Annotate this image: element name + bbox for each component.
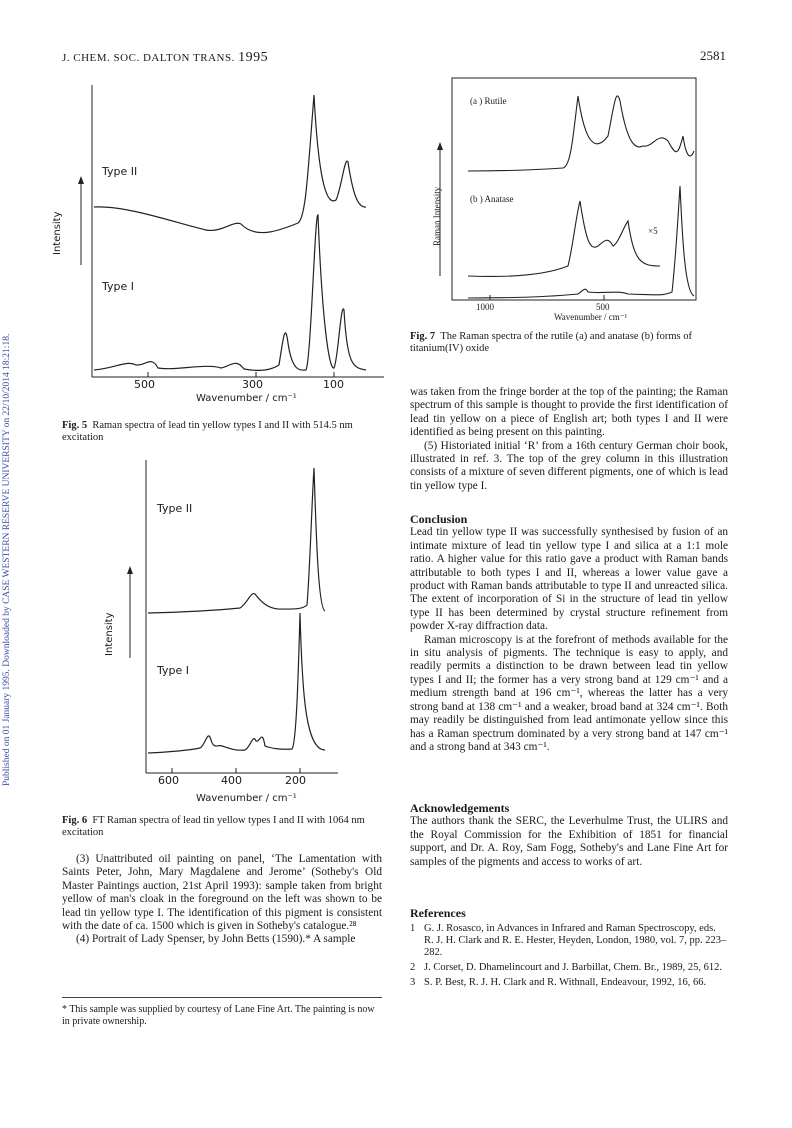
fig7-tick-500: 500	[596, 302, 610, 312]
figure-5	[52, 80, 386, 380]
left-column-text	[62, 853, 382, 947]
fig6-caption-label: Fig. 6	[62, 815, 88, 826]
anatase-label: (b ) Anatase	[470, 194, 514, 204]
fig7-caption-label: Fig. 7	[410, 331, 436, 342]
fig7-y-axis-label: Raman Intensity	[432, 186, 442, 246]
reference-item: 2 J. Corset, D. Dhamelincourt and J. Barbillat, Chem. Br., 1989, 25, 612.	[410, 962, 723, 973]
fig5-tick-300: 300	[242, 378, 263, 391]
running-header	[62, 50, 268, 66]
reference-item: 3 S. P. Best, R. J. H. Clark and R. Withnall, Endeavour, 1992, 16, 66.	[410, 977, 707, 988]
footnote-divider	[62, 997, 382, 998]
fig5-tick-100: 100	[323, 378, 344, 391]
conclusion-section	[410, 513, 728, 754]
fig6-type-1-label: Type I	[157, 664, 190, 677]
conclusion-heading: Conclusion	[410, 512, 468, 526]
paragraph-3: (3) Unattributed oil painting on panel, ‘The Lamentation with Saints Peter, John, Mary Magdalene and Jerome’ (Sotheby's Old Master Paintings auction, 21st April 1993): sample taken from bright yellow of man's cloak in the foreground on the left was shown to be lead tin yellow type I. The identification of this pigment is consistent with the date of ca. 1500 which is given in Sotheby's catalogue.²⁸	[62, 853, 382, 933]
footnote: * This sample was supplied by courtesy of Lane Fine Art. The painting is now in private ownership.	[62, 1004, 375, 1027]
references-heading: References	[410, 906, 466, 920]
acknowledgements-heading: Acknowledgements	[410, 801, 510, 815]
fig7-caption	[410, 331, 730, 355]
rutile-label: (a ) Rutile	[470, 96, 507, 106]
fig6-x-axis-label: Wavenumber / cm⁻¹	[196, 793, 297, 804]
acknowledgements-text: The authors thank the SERC, the Leverhulme Trust, the ULIRS and the Royal Commission for the Exhibition of 1851 for financial support, and Dr. A. Roy, Sam Fogg, Sotheby's and Lane Fine Art for samples of the pigments and access to works of art.	[410, 815, 728, 868]
y-axis-label: Intensity	[52, 211, 63, 255]
fig5-caption-label: Fig. 5	[62, 420, 88, 431]
fig6-caption-text: FT Raman spectra of lead tin yellow types I and II with 1064 nm excitation	[62, 815, 365, 838]
fig7-x-axis-label: Wavenumber / cm⁻¹	[554, 312, 628, 322]
fig5-caption-text: Raman spectra of lead tin yellow types I and II with 514.5 nm excitation	[62, 420, 353, 443]
conclusion-paragraph-2: Raman microscopy is at the forefront of methods available for the in situ analysis of pigments. The technique is easy to apply, and readily permits a distinction to be drawn between lead tin yellow types I and II; the former has a very strong band at 129 cm⁻¹ and a medium strength band at 196 cm⁻¹, whereas the latter has a very strong band at 138 cm⁻¹ and a weaker, broad band at 324 cm⁻¹. Both may readily be distinguished from lead antimonate yellow since this has a Raman spectrum dominated by a very strong band at 147 cm⁻¹ and a strong band at 343 cm⁻¹.	[410, 633, 728, 753]
conclusion-paragraph-1: Lead tin yellow type II was successfully synthesised by fusion of an intimate mixture of lead tin yellow type I and silica at a 1:1 mole ratio. A higher value for this ratio gave a product with Raman bands attributable to both types I and II, whereas a lower value gave a product with Raman bands attributable to type II and unreacted silica. The extent of incorporation of Si in the structure of lead tin yellow type II has been determined by crystal structure refinement from powder X-ray diffraction data.	[410, 526, 728, 633]
reference-item: 1 G. J. Rosasco, in Advances in Infrared and Raman Spectroscopy, eds. R. J. H. Clark and R. E. Hester, Heyden, London, 1980, vol. 7, pp. 223–282.	[410, 923, 727, 958]
fig6-tick-200: 200	[285, 774, 306, 787]
type-2-label: Type II	[102, 165, 138, 178]
figure-5-plot	[66, 80, 386, 380]
journal-name: J. CHEM. SOC. DALTON TRANS.	[62, 52, 235, 64]
fig6-tick-600: 600	[158, 774, 179, 787]
fig6-tick-400: 400	[221, 774, 242, 787]
references-section	[410, 906, 728, 992]
fig7-caption-text: The Raman spectra of the rutile (a) and anatase (b) forms of titanium(IV) oxide	[410, 331, 692, 354]
reference-list	[410, 923, 728, 989]
journal-year: 1995	[238, 50, 269, 65]
figure-6	[104, 458, 340, 776]
fig6-caption	[62, 815, 382, 839]
download-watermark: Published on 01 January 1995. Downloaded by CASE WESTERN RESERVE UNIVERSITY on 22/10/2014 18:21:18.	[2, 333, 12, 787]
fig5-x-axis-label: Wavenumber / cm⁻¹	[196, 393, 297, 404]
paragraph-5: (5) Historiated initial ‘R’ from a 16th century German choir book, illustrated in ref. 3. The top of the grey column in this illustration consists of a mixture of seven different pigments, one of which is lead tin yellow type I.	[410, 439, 728, 492]
fig5-caption	[62, 420, 382, 444]
figure-7-plot	[428, 76, 700, 326]
scale-factor-label: ×5	[648, 226, 658, 236]
figure-6-plot	[110, 458, 340, 776]
paragraph-4: (4) Portrait of Lady Spenser, by John Betts (1590).* A sample	[76, 933, 356, 946]
fig7-tick-1000: 1000	[476, 302, 494, 312]
fig6-type-2-label: Type II	[157, 502, 193, 515]
paragraph-continued: was taken from the fringe border at the top of the painting; the Raman spectrum of this sample is thought to provide the first identification of lead tin yellow on a piece of English art; both types I and II were identified as being present on this painting.	[410, 386, 728, 439]
fig5-tick-500: 500	[134, 378, 155, 391]
page-number: 2581	[700, 48, 726, 63]
acknowledgements-section	[410, 802, 728, 869]
figure-7	[428, 76, 700, 326]
right-column-text	[410, 386, 728, 493]
fig6-y-axis-label: Intensity	[104, 612, 115, 656]
type-1-label: Type I	[102, 280, 135, 293]
